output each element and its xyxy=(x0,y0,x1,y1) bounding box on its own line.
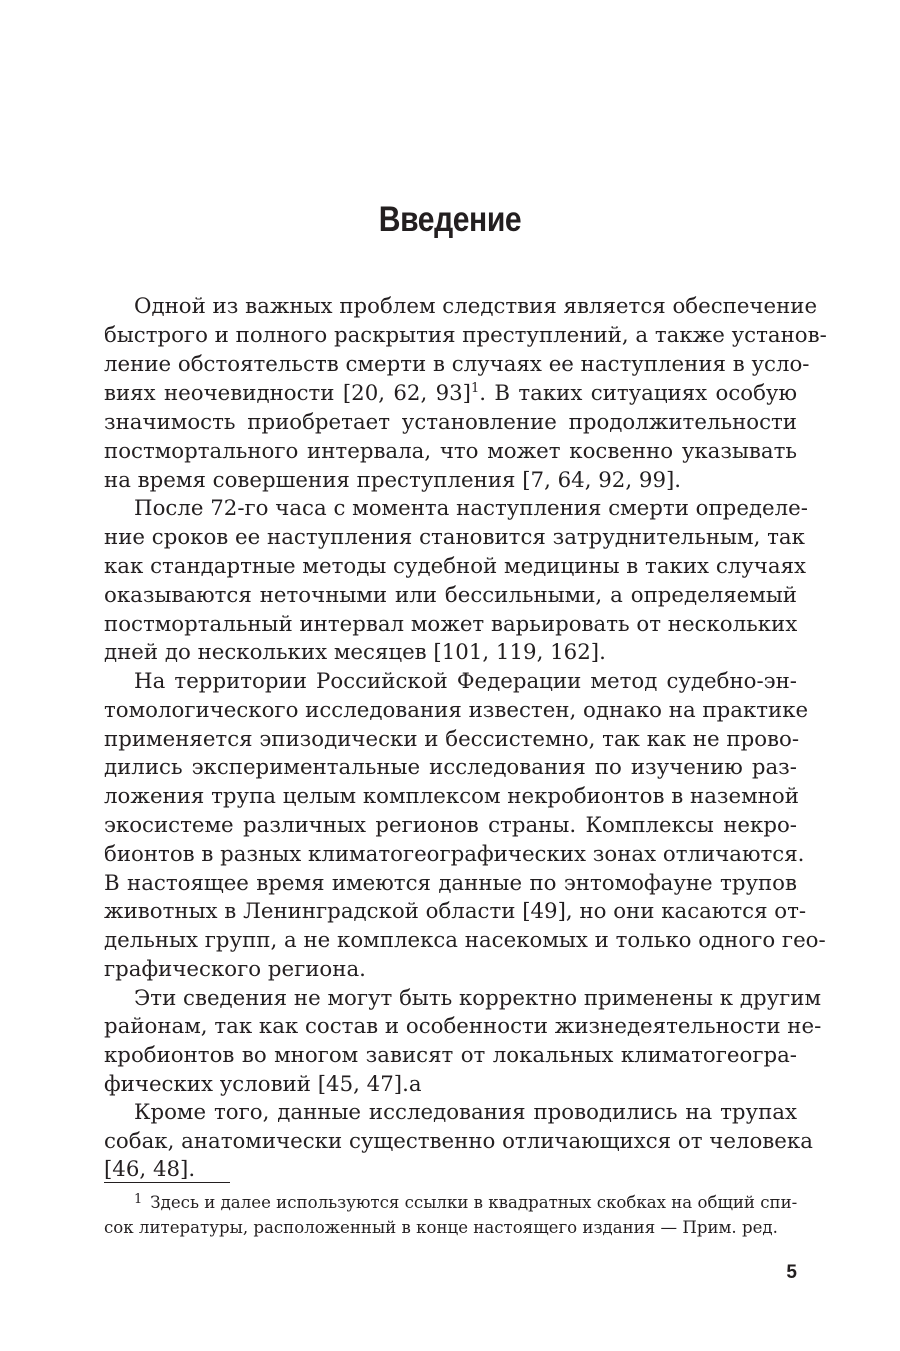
text-line: оказываются неточными или бессильными, а определяемый xyxy=(104,583,797,608)
text-line: как стандартные методы судебной медицины в таких случаях xyxy=(104,554,807,579)
text-line: ложения трупа целым комплексом некробионтов в наземной xyxy=(104,784,799,809)
footnote-line: сок литературы, расположенный в конце настоящего издания — Прим. ред. xyxy=(104,1218,778,1237)
text-line: Одной из важных проблем следствия является обеспечение xyxy=(134,294,818,319)
footnote-line: Здесь и далее используются ссылки в квадратных скобках на общий спи- xyxy=(150,1193,798,1212)
page-title: Введение xyxy=(378,200,522,239)
footnote-divider xyxy=(104,1182,230,1183)
text-line: дельных групп, а не комплекса насекомых и только одного гео- xyxy=(104,928,826,953)
text-line: районам, так как состав и особенности жизнедеятельности не- xyxy=(104,1014,822,1039)
text-line-with-note xyxy=(104,379,797,408)
text-line: После 72-го часа с момента наступления смерти определе- xyxy=(134,496,808,521)
text-line: бионтов в разных климатогеографических зонах отличаются. xyxy=(104,842,805,867)
text-line: В настоящее время имеются данные по энтомофауне трупов xyxy=(104,871,797,896)
footnote-number: 1 xyxy=(134,1192,143,1207)
text-line: значимость приобретает установление продолжительности xyxy=(104,410,797,435)
text-line: экосистеме различных регионов страны. Комплексы некро- xyxy=(104,813,797,838)
text-line: постмортального интервала, что может косвенно указывать xyxy=(104,439,797,464)
text-line: ление обстоятельств смерти в случаях ее наступления в усло- xyxy=(104,352,810,377)
text-line: применяется эпизодически и бессистемно, так как не прово- xyxy=(104,727,800,752)
text-line: животных в Ленинградской области [49], но они касаются от- xyxy=(104,899,807,924)
text-line: [46, 48]. xyxy=(104,1157,196,1182)
text-line: ние сроков ее наступления становится затруднительным, так xyxy=(104,525,805,550)
text-line: томологического исследования известен, однако на практике xyxy=(104,698,809,723)
text-line: На территории Российской Федерации метод судебно-эн- xyxy=(134,669,797,694)
text-line: на время совершения преступления [7, 64, 92, 99]. xyxy=(104,468,682,493)
text-line: фических условий [45, 47].а xyxy=(104,1072,422,1097)
footnote xyxy=(134,1191,797,1215)
text-line: Кроме того, данные исследования проводились на трупах xyxy=(134,1100,797,1125)
text-line: собак, анатомически существенно отличающихся от человека xyxy=(104,1129,813,1154)
page-number: 5 xyxy=(786,1262,797,1283)
text-line-part: виях неочевидности [20, 62, 93] xyxy=(104,381,471,406)
text-line: дились экспериментальные исследования по изучению раз- xyxy=(104,755,797,780)
footnote-reference: 1 xyxy=(470,381,480,396)
text-line: Эти сведения не могут быть корректно применены к другим xyxy=(134,986,822,1011)
text-line: кробионтов во многом зависят от локальных климатогеогра- xyxy=(104,1043,797,1068)
text-line: дней до нескольких месяцев [101, 119, 162]. xyxy=(104,640,606,665)
text-line: графического региона. xyxy=(104,957,366,982)
text-line: быстрого и полного раскрытия преступлений, а также установ- xyxy=(104,323,827,348)
text-line-part: . В таких ситуациях особую xyxy=(479,381,797,406)
text-line: постмортальный интервал может варьировать от нескольких xyxy=(104,612,798,637)
